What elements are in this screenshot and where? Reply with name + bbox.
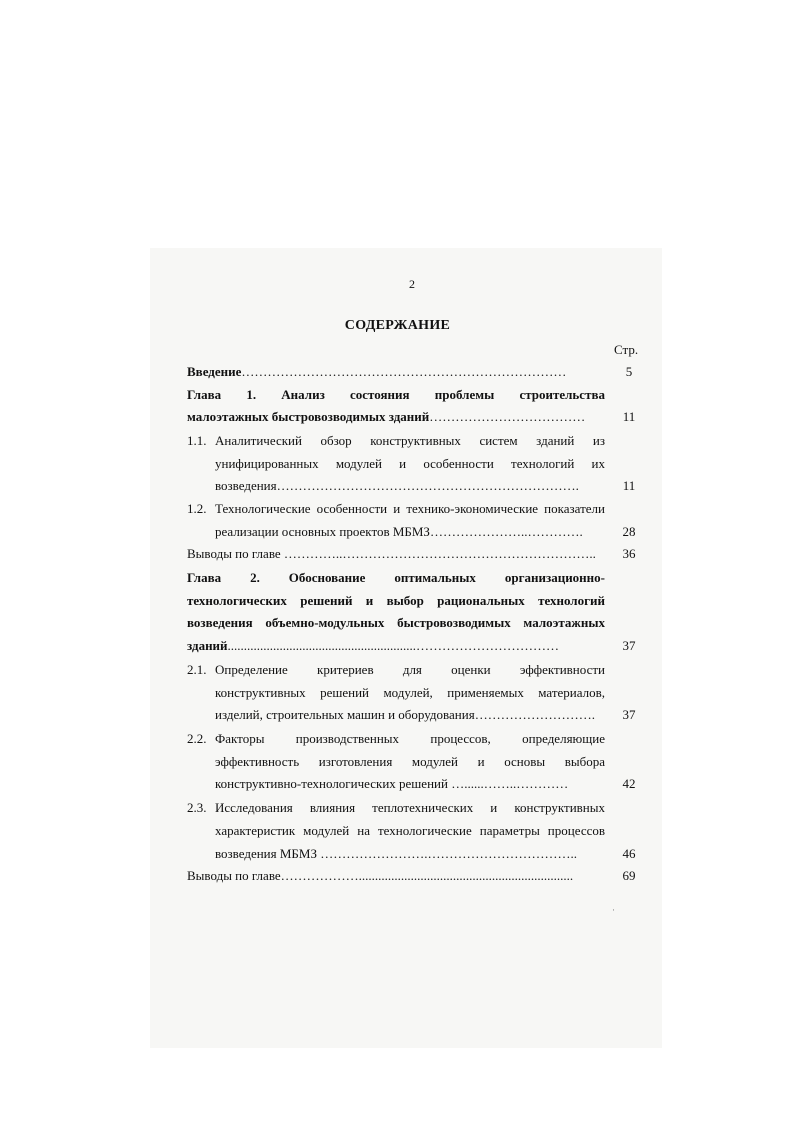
toc-section-2-1-line-3[interactable]: изделий, строительных машин и оборудования………………………. — [215, 707, 595, 722]
toc-section-2-3-line-2[interactable]: характеристик модулей на технологические параметры процессов — [215, 823, 605, 838]
toc-chapter-2-line-4[interactable]: зданий..........................................................…………………………… — [187, 638, 560, 653]
toc-page-section-2-2: 42 — [622, 776, 636, 791]
toc-section-2-2-line-3[interactable]: конструктивно-технологических решений …......……..………… — [215, 776, 569, 791]
toc-chapter-1-line-2[interactable]: малоэтажных быстровозводимых зданий……………………………… — [187, 409, 586, 424]
toc-entry-introduction[interactable]: Введение………………………………………………………………… — [187, 364, 567, 379]
toc-section-2-3-number: 2.3. — [187, 800, 207, 815]
toc-chapter-2-line-3[interactable]: возведения объемно-модульных быстровозводимых малоэтажных — [187, 615, 605, 630]
toc-section-2-1-line-1[interactable]: Определение критериев для оценки эффективности — [215, 662, 605, 677]
toc-section-2-1-number: 2.1. — [187, 662, 207, 677]
toc-section-2-2-line-1[interactable]: Факторы производственных процессов, определяющие — [215, 731, 605, 746]
toc-section-1-1-line-3[interactable]: возведения……………………………………………………………. — [215, 478, 579, 493]
toc-chapter-2-line-2[interactable]: технологических решений и выбор рациональных технологий — [187, 593, 605, 608]
toc-section-1-1-number: 1.1. — [187, 433, 207, 448]
toc-section-2-2-line-2[interactable]: эффективность изготовления модулей и основы выбора — [215, 754, 605, 769]
toc-page-section-2-3: 46 — [622, 846, 636, 861]
toc-conclusions-chapter-2[interactable]: Выводы по главе……………….................................................................. — [187, 868, 574, 883]
toc-section-1-1-line-1[interactable]: Аналитический обзор конструктивных систем зданий из — [215, 433, 605, 448]
toc-section-1-2-line-1[interactable]: Технологические особенности и технико-экономические показатели — [215, 501, 605, 516]
toc-page-conclusions-1: 36 — [622, 546, 636, 561]
toc-page-conclusions-2: 69 — [622, 868, 636, 883]
toc-section-2-1-line-2[interactable]: конструктивных решений модулей, применяемых материалов, — [215, 685, 605, 700]
toc-page-section-1-1: 11 — [622, 478, 636, 493]
toc-page-section-1-2: 28 — [622, 524, 636, 539]
toc-section-1-2-number: 1.2. — [187, 501, 207, 516]
toc-section-1-2-line-2[interactable]: реализации основных проектов МБМЗ…………………..…………. — [215, 524, 583, 539]
toc-conclusions-chapter-1[interactable]: Выводы по главе …………..………………………………………………….. — [187, 546, 596, 561]
toc-page-introduction: 5 — [625, 364, 633, 379]
toc-section-1-1-line-2[interactable]: унифицированных модулей и особенности технологий их — [215, 456, 605, 471]
scan-speck: · — [612, 905, 615, 915]
toc-section-2-3-line-1[interactable]: Исследования влияния теплотехнических и конструктивных — [215, 800, 605, 815]
toc-chapter-2-line-1[interactable]: Глава 2. Обоснование оптимальных организационно- — [187, 570, 605, 585]
page-number: 2 — [409, 277, 415, 291]
toc-section-2-2-number: 2.2. — [187, 731, 207, 746]
toc-chapter-1-line-1[interactable]: Глава 1. Анализ состояния проблемы строительства — [187, 387, 605, 402]
toc-page-chapter-2: 37 — [622, 638, 636, 653]
toc-page-chapter-1: 11 — [622, 409, 636, 424]
toc-page-section-2-1: 37 — [622, 707, 636, 722]
toc-section-2-3-line-3[interactable]: возведения МБМЗ …………………….…………………………….. — [215, 846, 577, 861]
pages-column-header: Стр. — [614, 342, 639, 357]
page-title: СОДЕРЖАНИЕ — [344, 318, 451, 333]
